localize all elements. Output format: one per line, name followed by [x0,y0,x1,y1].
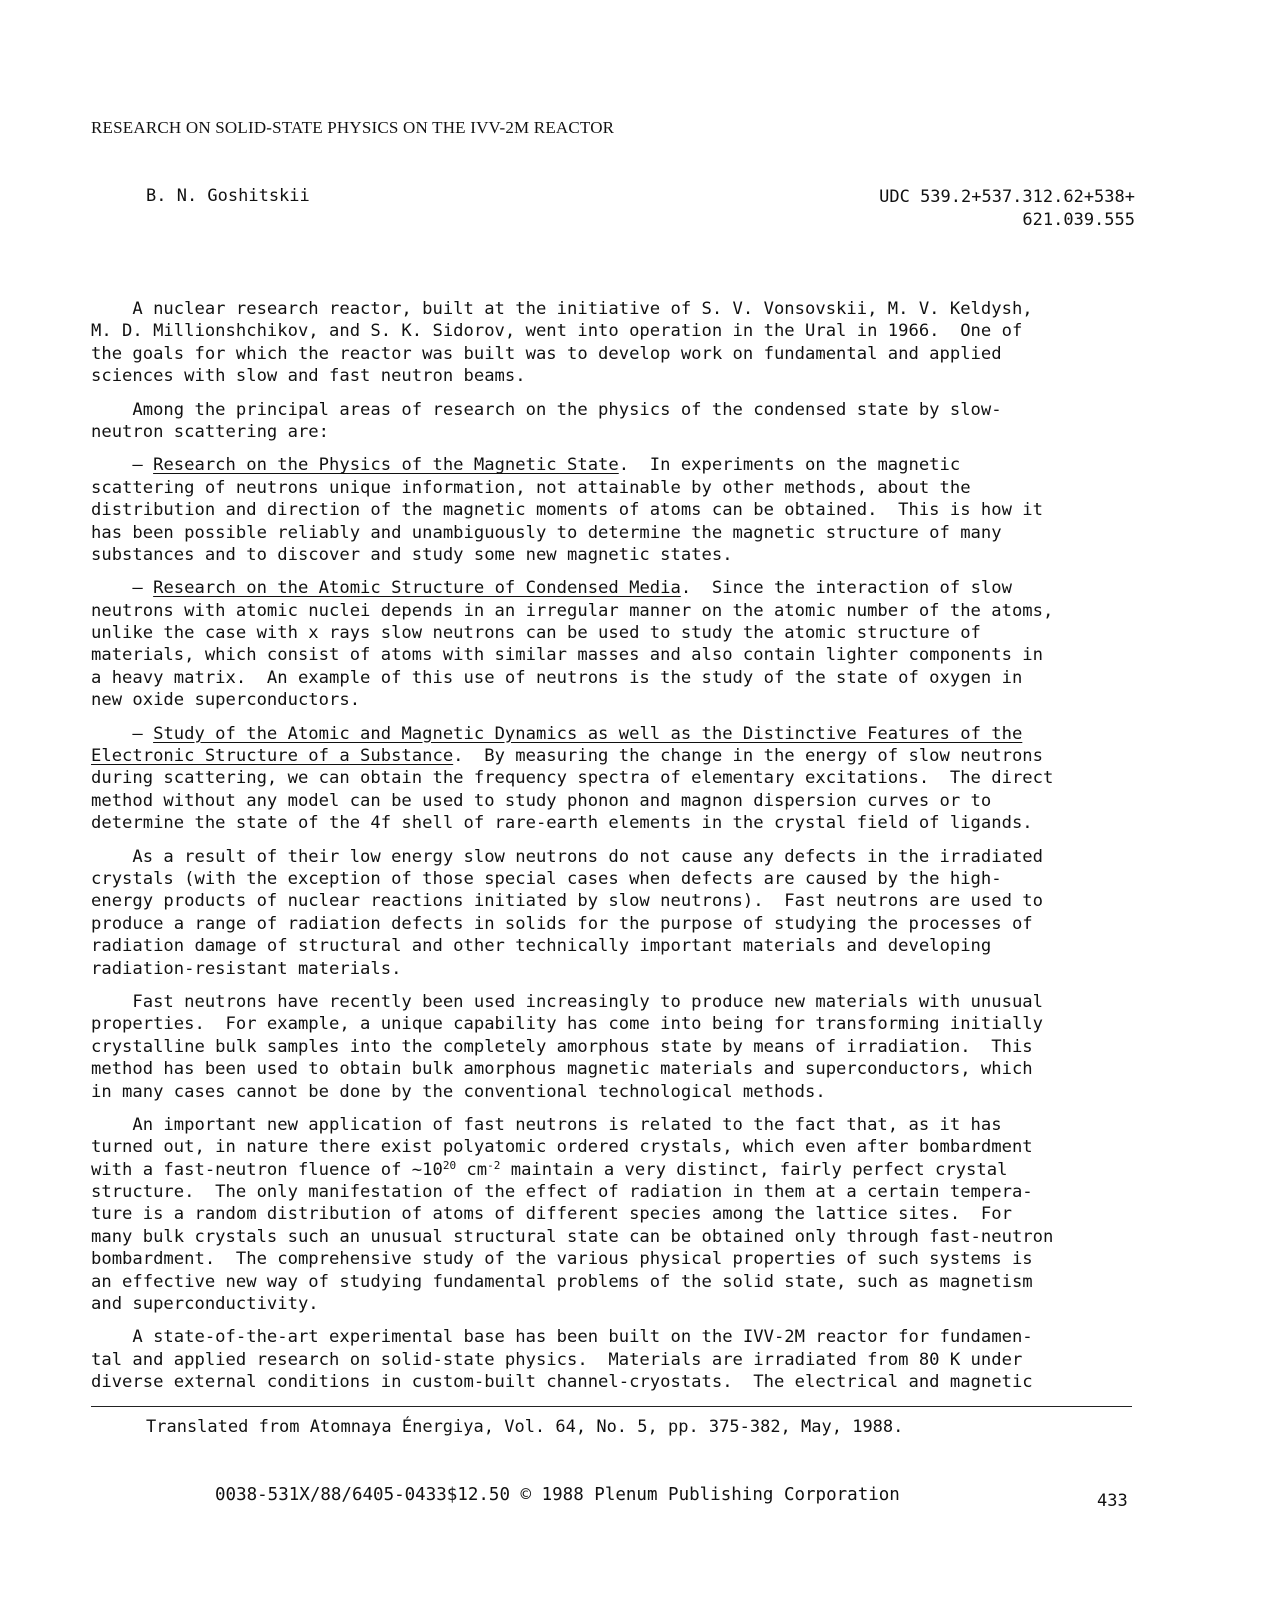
text-line: structure. The only manifestation of the effect of radiation in them at a certain tempera- [91,1182,1033,1203]
text-line: new oxide superconductors. [91,690,361,711]
text-line: distribution and direction of the magnetic moments of atoms can be obtained. This is how it [91,500,1043,521]
list-item-magnetic-state [91,454,1136,566]
dash-lead: – [91,723,154,744]
dash-lead: – [91,578,154,599]
text-line: A nuclear research reactor, built at the initiative of S. V. Vonsovskii, M. V. Keldysh, [91,299,1033,319]
udc-classification [879,186,1135,231]
list-item-atomic-structure [91,577,1136,711]
text-line [91,577,1136,599]
text-line: an effective new way of studying fundamental problems of the solid state, such as magnetism [91,1271,1033,1292]
superscript: 20 [442,1158,457,1172]
paragraph [91,298,1136,388]
section-heading: Research on the Physics of the Magnetic State [153,455,619,476]
text-line: during scattering, we can obtain the frequency spectra of elementary excitations. The direct [91,768,1054,789]
text-line: the goals for which the reactor was built was to develop work on fundamental and applied [91,343,1002,364]
text-line: a heavy matrix. An example of this use of neutrons is the study of the state of oxygen in [91,667,1023,688]
page-number: 433 [1097,1491,1128,1511]
text-line: method has been used to obtain bulk amorphous magnetic materials and superconductors, which [91,1059,1033,1080]
text-line: diverse external conditions in custom-built channel-cryostats. The electrical and magnetic [91,1372,1033,1393]
udc-line: UDC 539.2+537.312.62+538+ [879,187,1135,207]
author-name: B. N. Goshitskii [146,186,310,206]
text-line: M. D. Millionshchikov, and S. K. Sidorov, went into operation in the Ural in 1966. One of [91,321,1023,342]
text-line: properties. For example, a unique capability has come into being for transforming initially [91,1014,1043,1035]
text-line [91,745,1136,767]
text-line: materials, which consist of atoms with similar masses and also contain lighter components in [91,645,1043,666]
text-line: radiation-resistant materials. [91,958,402,979]
text-run: maintain a very distinct, fairly perfect crystal [500,1159,1008,1180]
text-line: neutron scattering are: [91,421,329,442]
text-line: A state-of-the-art experimental base has been built on the IVV-2M reactor for fundamen- [91,1327,1033,1348]
paper-title: RESEARCH ON SOLID-STATE PHYSICS ON THE IVV-2M REACTOR [91,118,615,137]
text-line: tal and applied research on solid-state physics. Materials are irradiated from 80 K under [91,1349,1023,1370]
text-line: crystals (with the exception of those special cases when defects are caused by the high- [91,868,1002,889]
dash-lead: – [91,455,154,476]
footnote-divider [91,1406,1132,1407]
section-heading: Research on the Atomic Structure of Condensed Media [153,578,681,599]
text-run: . By measuring the change in the energy of slow neutrons [453,746,1043,767]
text-line: radiation damage of structural and other technically important materials and developing [91,936,992,957]
list-item-dynamics [91,723,1136,835]
paragraph [91,1114,1136,1316]
text-line: scattering of neutrons unique information, not attainable by other methods, about the [91,477,971,498]
text-line: sciences with slow and fast neutron beams. [91,366,526,387]
text-line [91,454,1136,476]
section-heading: Study of the Atomic and Magnetic Dynamics as well as the Distinctive Features of the [153,723,1023,744]
text-line: and superconductivity. [91,1294,319,1315]
paragraph [91,1326,1136,1393]
text-line: Among the principal areas of research on the physics of the condensed state by slow- [91,399,1002,420]
text-run: with a fast-neutron fluence of ~10 [91,1159,443,1180]
superscript: -2 [487,1158,501,1172]
text-line: bombardment. The comprehensive study of the various physical properties of such systems is [91,1249,1033,1270]
text-line: neutrons with atomic nuclei depends in an irregular manner on the atomic number of the atoms, [91,600,1054,621]
text-line: energy products of nuclear reactions initiated by slow neutrons). Fast neutrons are used to [91,891,1043,912]
text-line: An important new application of fast neutrons is related to the fact that, as it has [91,1114,1002,1135]
text-line: determine the state of the 4f shell of rare-earth elements in the crystal field of ligands. [91,813,1033,834]
text-run: . Since the interaction of slow [680,578,1012,599]
text-line: method without any model can be used to study phonon and magnon dispersion curves or to [91,790,992,811]
body-text [91,298,1136,1405]
text-line: Fast neutrons have recently been used increasingly to produce new materials with unusual [91,991,1043,1012]
text-line: has been possible reliably and unambiguously to determine the magnetic structure of many [91,522,1002,543]
copyright-line: 0038-531X/88/6405-0433$12.50 © 1988 Plenum Publishing Corporation [215,1485,900,1505]
text-run: cm [456,1159,488,1180]
text-line: unlike the case with x rays slow neutrons can be used to study the atomic structure of [91,623,981,644]
text-line: substances and to discover and study some new magnetic states. [91,544,733,565]
text-line: ture is a random distribution of atoms of different species among the lattice sites. For [91,1204,1012,1225]
text-line [91,1159,1136,1181]
text-line: many bulk crystals such an unusual structural state can be obtained only through fast-neutron [91,1226,1054,1247]
text-line: crystalline bulk samples into the completely amorphous state by means of irradiation. This [91,1036,1033,1057]
text-line [91,723,1136,745]
text-run: . In experiments on the magnetic [618,455,961,476]
translation-footnote: Translated from Atomnaya Énergiya, Vol. 64, No. 5, pp. 375-382, May, 1988. [146,1417,904,1437]
paragraph [91,399,1136,444]
section-heading: Electronic Structure of a Substance [91,746,454,767]
udc-line: 621.039.555 [1022,209,1135,230]
text-line: As a result of their low energy slow neutrons do not cause any defects in the irradiated [91,846,1043,867]
text-line: produce a range of radiation defects in solids for the purpose of studying the processes of [91,913,1033,934]
text-line: in many cases cannot be done by the conventional technological methods. [91,1081,826,1102]
paragraph [91,991,1136,1103]
paragraph [91,846,1136,980]
text-line: turned out, in nature there exist polyatomic ordered crystals, which even after bombardment [91,1137,1033,1158]
